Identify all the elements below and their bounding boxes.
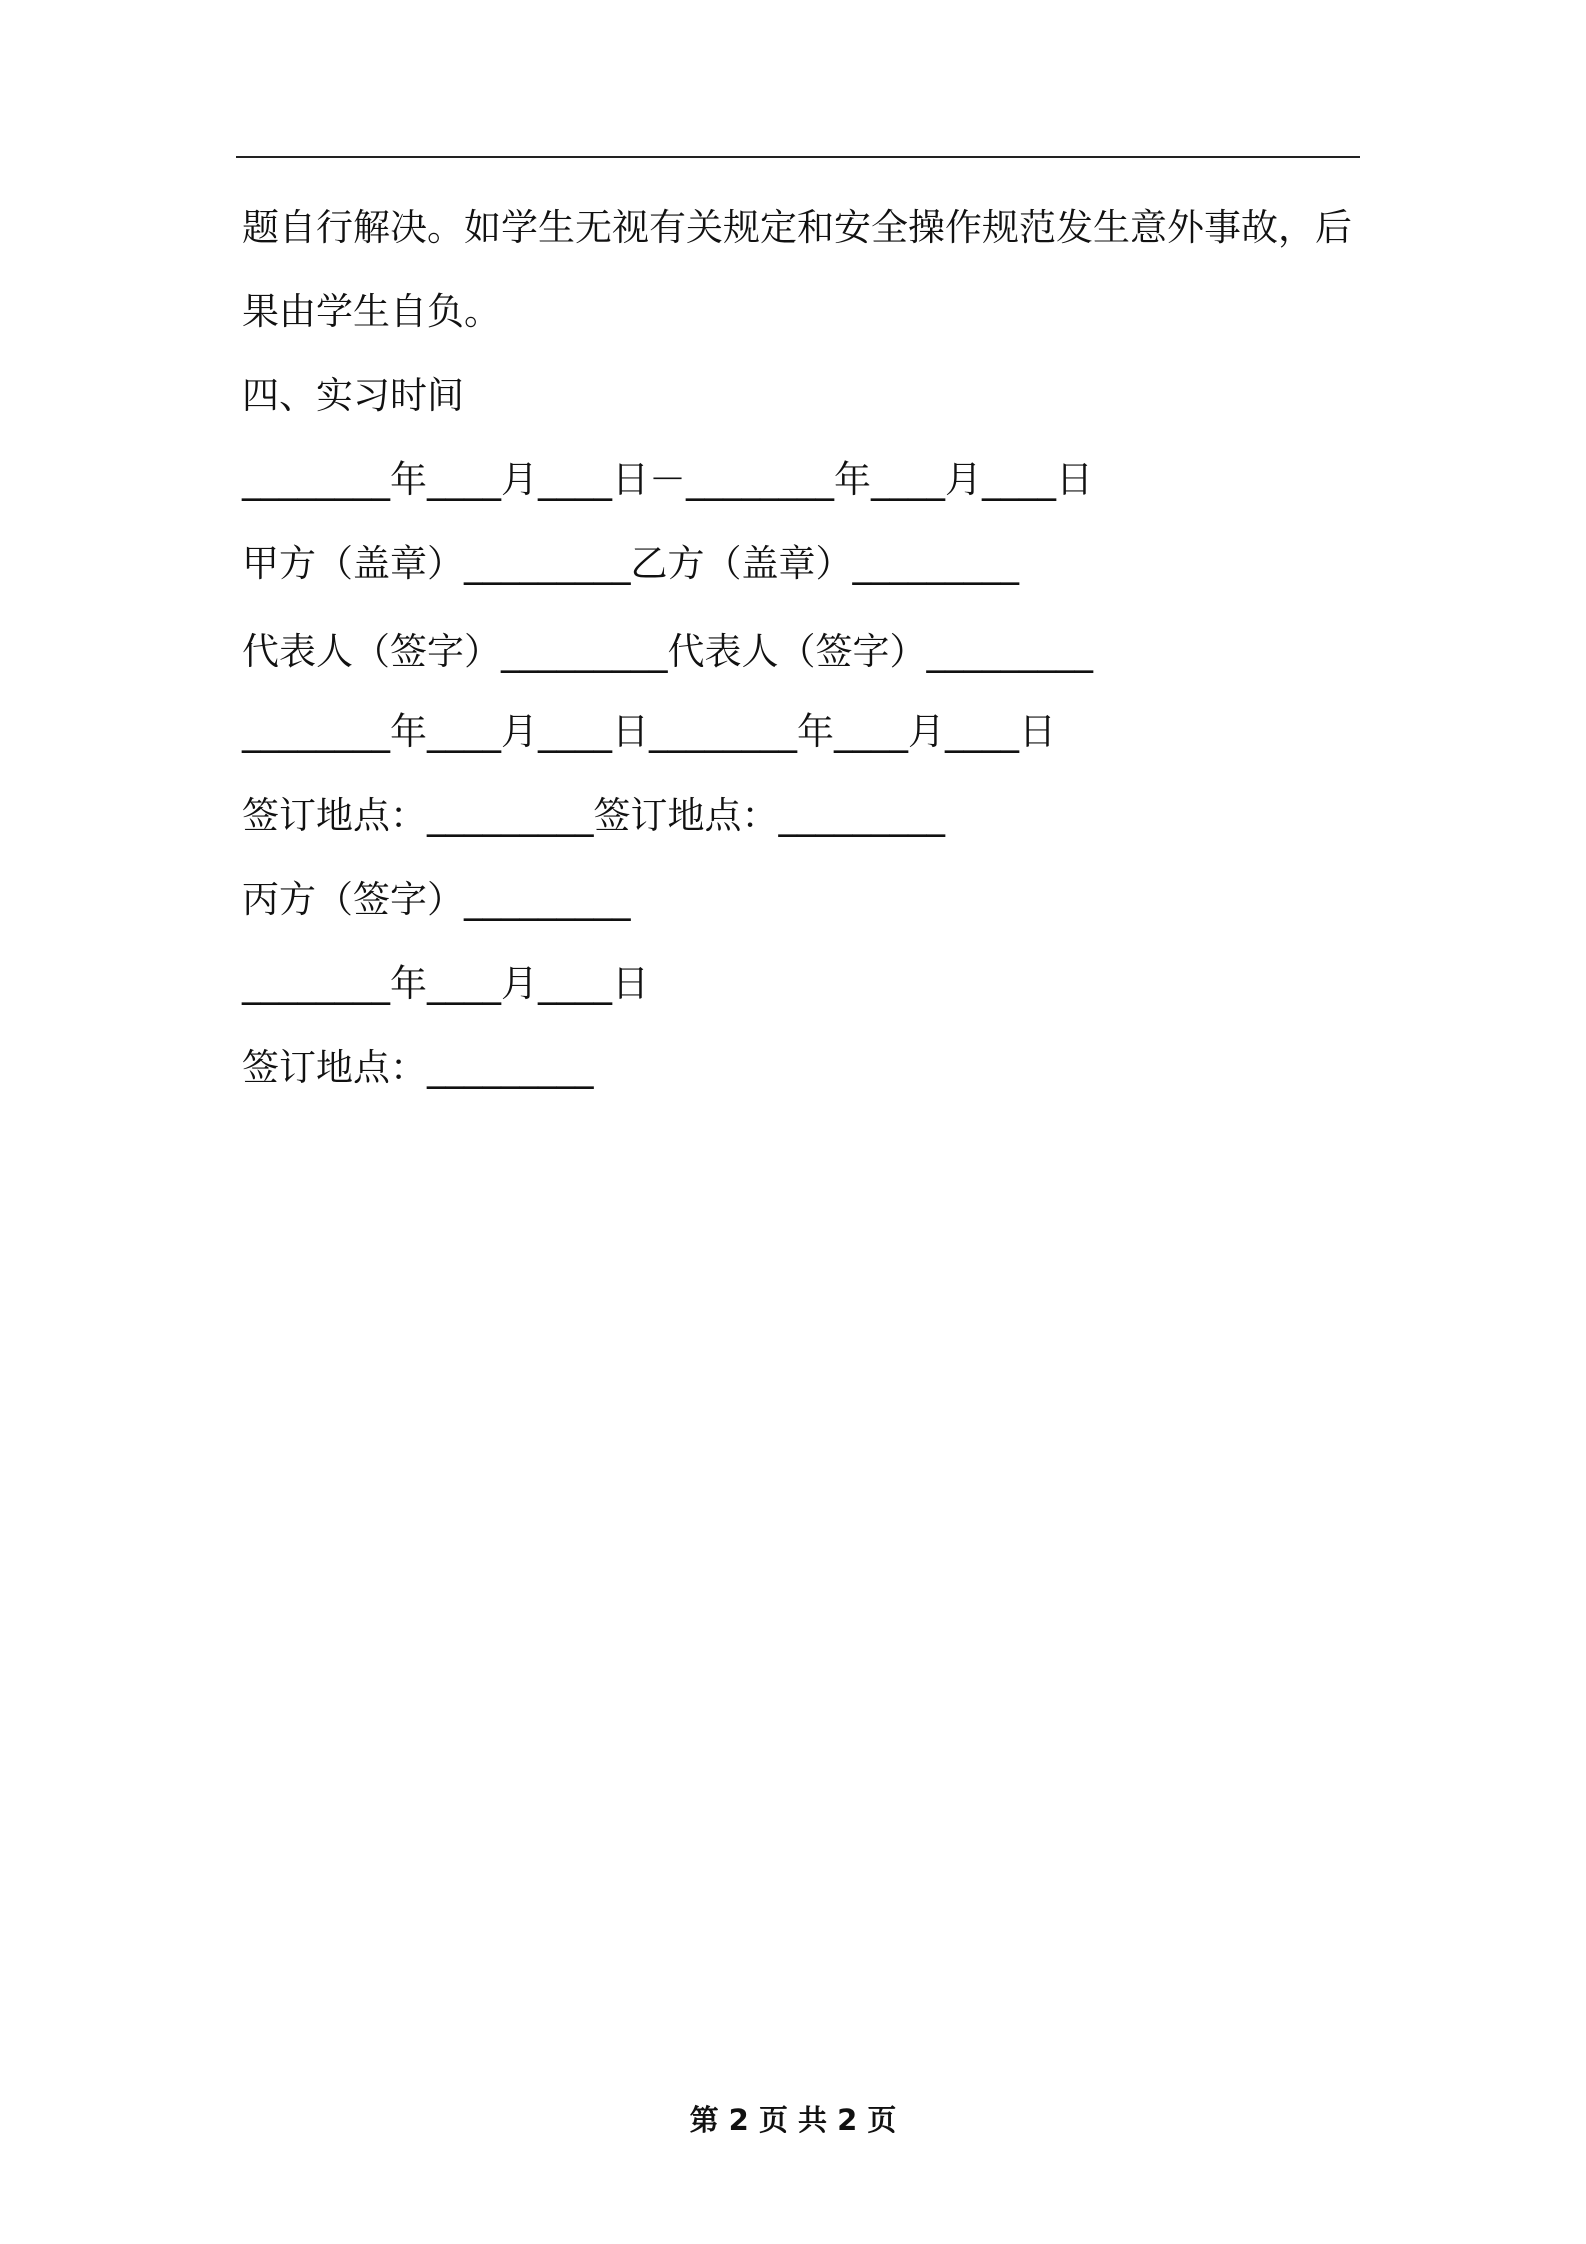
representative-signature-line: 代表人（签字）_________代表人（签字）_________ [242, 630, 1093, 673]
party-a-b-seal-line: 甲方（盖章）_________乙方（盖章）_________ [242, 542, 1019, 585]
paragraph-line-continuation: 题自行解决。如学生无视有关规定和安全操作规范发生意外事故，后 [242, 206, 1352, 249]
party-c-signature-line: 丙方（签字）_________ [242, 878, 631, 921]
party-c-place-line: 签订地点：_________ [242, 1046, 594, 1089]
section-heading-internship-time: 四、实习时间 [242, 374, 464, 417]
header-divider [236, 156, 1360, 158]
page-number-footer: 第 2 页 共 2 页 [689, 2103, 897, 2137]
signing-place-line: 签订地点：_________签订地点：_________ [242, 794, 945, 837]
internship-date-range-line: ________年____月____日－________年____月____日 [242, 458, 1093, 501]
paragraph-line-end: 果由学生自负。 [242, 290, 501, 333]
signing-date-line: ________年____月____日________年____月____日 [242, 710, 1056, 753]
party-c-date-line: ________年____月____日 [242, 962, 649, 1005]
